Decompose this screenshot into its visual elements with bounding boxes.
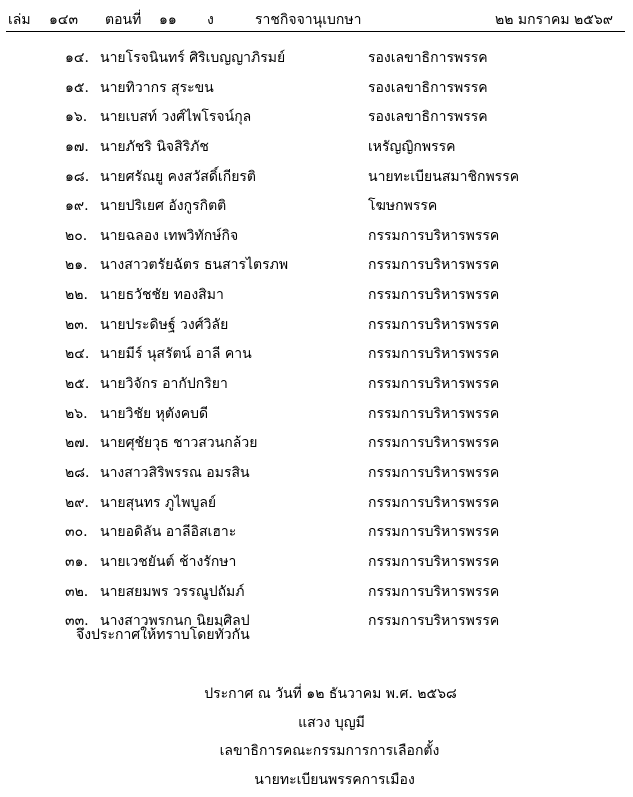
member-role: รองเลขาธิการพรรค	[368, 109, 488, 126]
member-number: ๑๗.	[65, 138, 89, 155]
member-number: ๓๓.	[65, 613, 89, 630]
list-item	[0, 518, 633, 548]
list-item	[0, 429, 633, 459]
member-number: ๒๕.	[65, 376, 90, 393]
member-number: ๑๘.	[65, 168, 90, 185]
member-role: กรรมการบริหารพรรค	[368, 227, 500, 244]
list-item	[0, 44, 633, 74]
member-number: ๓๑.	[65, 553, 88, 570]
member-name: นางสาวสิริพรรณ อมรสิน	[100, 464, 250, 481]
list-item	[0, 281, 633, 311]
member-role: กรรมการบริหารพรรค	[368, 464, 500, 481]
member-name: นายทิวากร สุระขน	[100, 79, 214, 96]
list-item	[0, 74, 633, 104]
member-number: ๒๒.	[65, 287, 88, 304]
issue-suffix: ง	[207, 12, 214, 28]
member-name: นายโรจนินทร์ ศิริเบญญาภิรมย์	[100, 50, 286, 66]
list-item	[0, 578, 633, 608]
list-item	[0, 548, 633, 578]
signatory-position-primary: เลขาธิการคณะกรรมการการเลือกตั้ง	[219, 743, 440, 759]
member-role: กรรมการบริหารพรรค	[368, 316, 500, 333]
list-item	[0, 400, 633, 430]
list-item	[0, 133, 633, 163]
member-role: กรรมการบริหารพรรค	[368, 257, 500, 274]
member-number: ๒๓.	[65, 316, 89, 333]
list-item	[0, 459, 633, 489]
member-role: กรรมการบริหารพรรค	[368, 346, 500, 363]
member-name: นายอดิลัน อาลีอิสเฮาะ	[100, 524, 237, 541]
member-name: นายฉลอง เทพวิทักษ์กิจ	[100, 227, 239, 244]
member-number: ๓๒.	[65, 583, 89, 600]
list-item	[0, 340, 633, 370]
list-item	[0, 192, 633, 222]
volume-label: เล่ม	[8, 12, 31, 28]
member-name: นายธวัชชัย ทองสิมา	[100, 287, 224, 304]
member-list	[0, 44, 633, 637]
member-number: ๒๖.	[65, 405, 88, 422]
issue-label: ตอนที่	[105, 12, 142, 28]
volume-number: ๑๔๓	[49, 12, 79, 28]
publication-date: ๒๒ มกราคม ๒๕๖๙	[494, 12, 613, 28]
member-name: นายศุชัยวุธ ชาวสวนกล้วย	[100, 435, 258, 452]
journal-name: ราชกิจจานุเบกษา	[255, 12, 362, 28]
page-header	[0, 0, 633, 30]
list-item	[0, 251, 633, 281]
signatory-position-secondary: นายทะเบียนพรรคการเมือง	[254, 772, 415, 788]
member-number: ๒๙.	[65, 494, 89, 511]
member-number: ๓๐.	[65, 524, 88, 541]
signatory-name: แสวง บุญมี	[298, 715, 365, 731]
list-item	[0, 222, 633, 252]
member-number: ๒๗.	[65, 435, 90, 452]
member-role: กรรมการบริหารพรรค	[368, 553, 500, 570]
member-number: ๑๔.	[65, 50, 89, 66]
member-role: เหรัญญิกพรรค	[368, 138, 456, 155]
member-name: นางสาวตรัยฉัตร ธนสารไตรภพ	[100, 257, 289, 274]
member-name: นายวิจักร อากัปกริยา	[100, 376, 228, 393]
announcement-text: จึงประกาศให้ทราบโดยทั่วกัน	[76, 627, 250, 643]
member-role: รองเลขาธิการพรรค	[368, 79, 488, 96]
member-name: นายวิชัย หุตังคบดี	[100, 405, 209, 422]
list-item	[0, 311, 633, 341]
member-role: กรรมการบริหารพรรค	[368, 583, 500, 600]
member-number: ๒๔.	[65, 346, 90, 363]
member-role: กรรมการบริหารพรรค	[368, 376, 500, 393]
member-number: ๑๙.	[65, 198, 89, 215]
list-item	[0, 489, 633, 519]
member-name: นายสุนทร ภูไพบูลย์	[100, 494, 217, 511]
member-name: นายศรัณยู คงสวัสดิ์เกียรติ	[100, 168, 257, 185]
member-number: ๑๖.	[65, 109, 88, 126]
announcement-date: ประกาศ ณ วันที่ ๑๒ ธันวาคม พ.ศ. ๒๕๖๘	[204, 686, 457, 702]
issue-number: ๑๑	[159, 12, 177, 28]
member-role: กรรมการบริหารพรรค	[368, 435, 500, 452]
member-name: นายปริเยศ อังกูรกิตติ	[100, 198, 227, 215]
list-item	[0, 163, 633, 193]
member-name: นายเบสท์ วงศ์ไพโรจน์กุล	[100, 109, 252, 126]
member-role: โฆษกพรรค	[368, 198, 438, 215]
member-name: นางสาวพรกนก นิยมศิลป	[100, 613, 250, 630]
member-number: ๒๘.	[65, 464, 90, 481]
member-name: นายภัชริ นิจสิริภัช	[100, 138, 209, 155]
member-name: นายประดิษฐ์ วงศ์วิลัย	[100, 316, 229, 333]
member-name: นายเวชยันต์ ช้างรักษา	[100, 553, 237, 570]
list-item	[0, 103, 633, 133]
member-role: กรรมการบริหารพรรค	[368, 494, 500, 511]
member-role: นายทะเบียนสมาชิกพรรค	[368, 168, 520, 185]
member-role: กรรมการบริหารพรรค	[368, 405, 500, 422]
member-role: รองเลขาธิการพรรค	[368, 50, 488, 66]
header-divider	[6, 31, 625, 32]
member-role: กรรมการบริหารพรรค	[368, 524, 500, 541]
member-number: ๒๐.	[65, 227, 88, 244]
member-role: กรรมการบริหารพรรค	[368, 613, 500, 630]
member-name: นายมีร์ นุสรัตน์ อาลี คาน	[100, 346, 252, 363]
list-item	[0, 370, 633, 400]
member-role: กรรมการบริหารพรรค	[368, 287, 500, 304]
member-name: นายสยมพร วรรณูปถัมภ์	[100, 583, 245, 600]
member-number: ๒๑.	[65, 257, 88, 274]
member-number: ๑๕.	[65, 79, 89, 96]
